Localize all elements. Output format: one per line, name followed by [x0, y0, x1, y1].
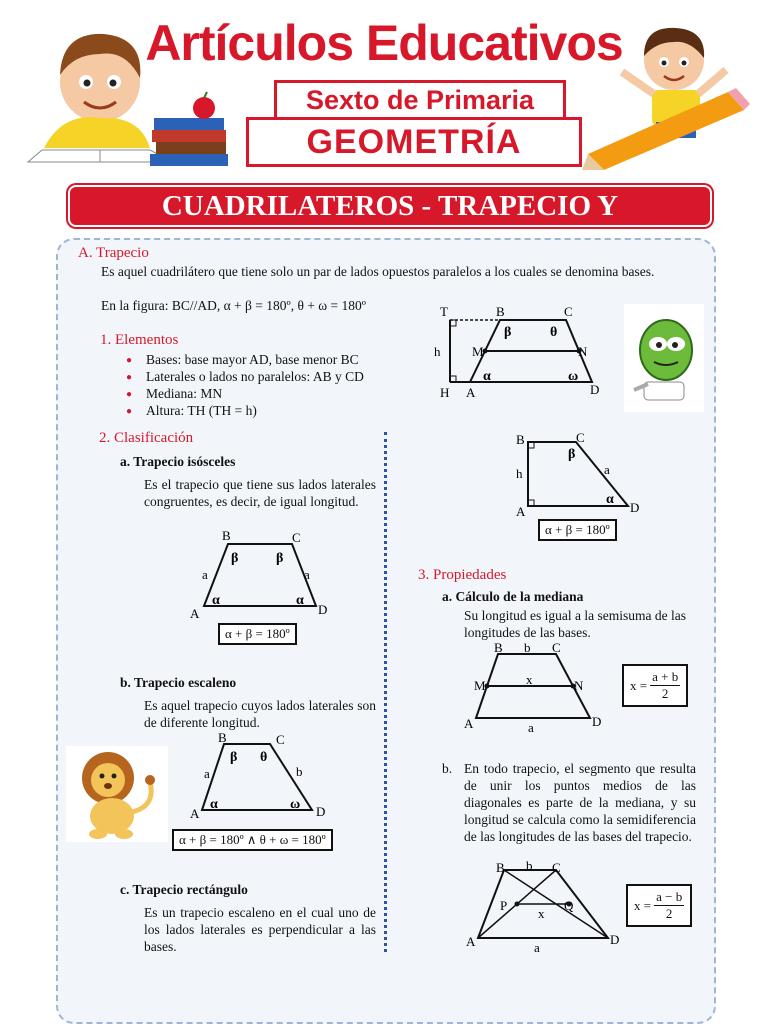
- mediana-trapezoid-figure: [460, 640, 610, 736]
- angle-omega: ω: [290, 797, 301, 812]
- column-divider: [384, 432, 387, 952]
- angle-alpha: α: [212, 593, 220, 608]
- label-B: B: [494, 640, 503, 655]
- label-D: D: [590, 382, 600, 397]
- elementos-item: ● Altura: TH (TH = h): [146, 402, 364, 419]
- clasificacion-heading: 2. Clasificación: [99, 430, 194, 446]
- label-a: a: [204, 766, 210, 781]
- label-a: a: [528, 720, 534, 735]
- angle-alpha: α: [296, 593, 304, 608]
- label-T: T: [440, 304, 448, 319]
- lion-mascot-illustration: [66, 746, 168, 842]
- label-h: h: [434, 344, 441, 359]
- label-A: A: [466, 934, 476, 949]
- escaleno-formula: α + β = 180º ∧ θ + ω = 180º: [172, 829, 333, 851]
- angle-beta: β: [276, 551, 284, 566]
- escaleno-text: Es aquel trapecio cuyos lados laterales son de diferente longitud.: [144, 698, 376, 730]
- boy-on-pencil-illustration: [578, 20, 754, 170]
- topic-banner: CUADRILATEROS - TRAPECIO Y: [70, 187, 710, 225]
- diagonales-trapezoid-figure: [460, 858, 628, 958]
- label-M: M: [472, 344, 484, 359]
- label-D: D: [318, 602, 328, 617]
- elementos-item: ● Mediana: MN: [146, 385, 364, 402]
- label-D: D: [592, 714, 602, 729]
- label-a: a: [304, 567, 310, 582]
- rectangulo-title: c. Trapecio rectángulo: [120, 882, 248, 897]
- section-a-definition: Es aquel cuadrilátero que tiene solo un par de lados opuestos paralelos a los cuales se denomina bases.: [101, 264, 655, 279]
- propiedades-heading: 3. Propiedades: [418, 567, 507, 583]
- angle-alpha: α: [210, 797, 218, 812]
- label-D: D: [610, 932, 620, 947]
- elementos-list: [146, 351, 364, 419]
- label-A: A: [466, 385, 476, 400]
- label-C: C: [576, 430, 585, 445]
- label-b: b: [524, 640, 531, 655]
- fraction: [654, 889, 684, 922]
- label-B: B: [222, 528, 231, 543]
- formula-numerator: a − b: [656, 889, 683, 904]
- angle-beta: β: [504, 325, 512, 340]
- angle-omega: ω: [568, 369, 579, 384]
- label-A: A: [464, 716, 474, 731]
- label-B: B: [516, 432, 525, 447]
- angle-beta: β: [231, 551, 239, 566]
- label-A: A: [516, 504, 526, 518]
- angle-alpha: α: [606, 492, 614, 507]
- label-a: a: [604, 462, 610, 477]
- site-title: Artículos Educativos: [145, 15, 623, 71]
- label-B: B: [496, 860, 505, 875]
- escaleno-title: b. Trapecio escaleno: [120, 675, 237, 690]
- subject-label: GEOMETRÍA: [246, 117, 582, 167]
- angle-beta: β: [230, 750, 238, 765]
- diagonales-formula: [626, 884, 692, 927]
- boy-reading-illustration: [22, 20, 242, 172]
- label-C: C: [276, 732, 285, 747]
- mediana-title: a. Cálculo de la mediana: [442, 589, 584, 604]
- label-M: M: [474, 678, 486, 693]
- mediana-text: Su longitud es igual a la semisuma de las longitudes de las bases.: [464, 608, 686, 640]
- angle-theta: θ: [550, 325, 558, 340]
- label-P: P: [500, 898, 508, 913]
- label-a: a: [202, 567, 208, 582]
- label-D: D: [316, 804, 326, 819]
- elementos-item: ● Bases: base mayor AD, base menor BC: [146, 351, 364, 368]
- angle-alpha: α: [483, 369, 491, 384]
- label-a: a: [534, 940, 540, 955]
- section-a-heading: A. Trapecio: [78, 245, 149, 261]
- formula-left: x =: [634, 897, 652, 913]
- escaleno-trapezoid-figure: [186, 730, 336, 822]
- isosceles-title: a. Trapecio isósceles: [120, 454, 236, 469]
- label-b: b: [296, 764, 303, 779]
- isosceles-text: Es el trapecio que tiene sus lados laterales congruentes, es decir, de igual longitud.: [144, 477, 376, 509]
- propiedad-b-label: b.: [442, 761, 453, 776]
- elementos-item: ● Laterales o lados no paralelos: AB y CD: [146, 368, 364, 385]
- rectangulo-trapezoid-figure: [512, 428, 642, 518]
- label-C: C: [564, 304, 573, 319]
- label-H: H: [440, 385, 450, 400]
- angle-theta: θ: [260, 750, 268, 765]
- formula-denominator: 2: [665, 906, 673, 921]
- mediana-formula: [622, 664, 688, 707]
- label-C: C: [552, 860, 561, 875]
- label-x: x: [526, 672, 533, 687]
- grade-label: Sexto de Primaria: [274, 80, 566, 120]
- formula-numerator: a + b: [652, 669, 679, 684]
- label-Q: Q: [564, 898, 574, 913]
- label-B: B: [218, 730, 227, 745]
- formula-denominator: 2: [661, 686, 669, 701]
- rectangulo-formula: α + β = 180º: [538, 519, 617, 541]
- label-C: C: [552, 640, 561, 655]
- isosceles-trapezoid-figure: [186, 528, 336, 622]
- isosceles-formula: α + β = 180º: [218, 623, 297, 645]
- label-B: B: [496, 304, 505, 319]
- label-A: A: [190, 806, 200, 821]
- rectangulo-text: Es un trapecio escaleno en el cual uno de los lados laterales es perpendicular a las bases.: [144, 905, 376, 954]
- label-N: N: [578, 344, 588, 359]
- label-h: h: [516, 466, 523, 481]
- fraction: [650, 669, 680, 702]
- trapezoid-main-figure: [428, 304, 614, 400]
- formula-left: x =: [630, 677, 648, 693]
- label-A: A: [190, 606, 200, 621]
- label-x: x: [538, 906, 545, 921]
- label-D: D: [630, 500, 640, 515]
- elementos-heading: 1. Elementos: [100, 332, 179, 348]
- section-a-relation: En la figura: BC//AD, α + β = 180º, θ + ω = 180º: [101, 298, 366, 313]
- label-N: N: [574, 678, 584, 693]
- propiedad-b-text: En todo trapecio, el segmento que resulta de unir los puntos medios de las diagonales es parte de la mediana, y su longitud se calcula como la semidiferencia de las longitudes de las bases del trapecio.: [464, 761, 696, 844]
- robot-mascot-illustration: [624, 304, 704, 412]
- label-C: C: [292, 530, 301, 545]
- angle-beta: β: [568, 447, 576, 462]
- label-b: b: [526, 858, 533, 873]
